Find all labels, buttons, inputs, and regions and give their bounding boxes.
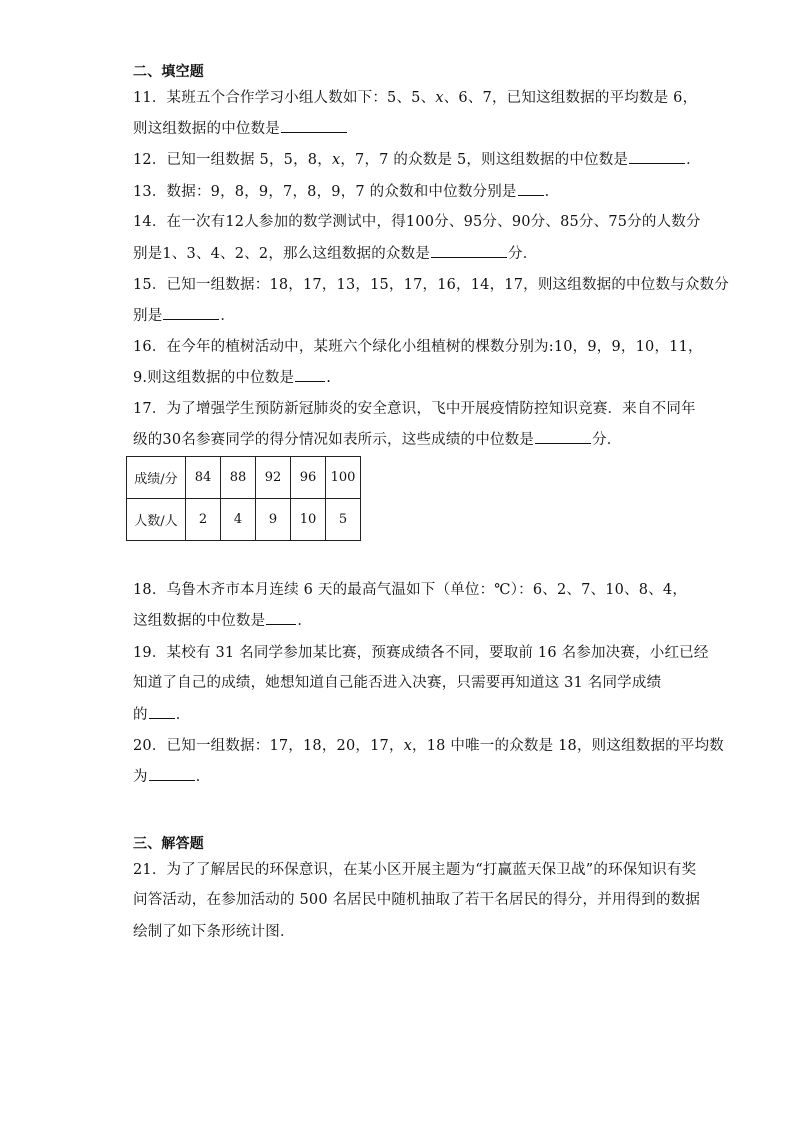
answer-blank[interactable] xyxy=(163,305,219,320)
table-cell: 92 xyxy=(256,457,291,499)
table-cell: 9 xyxy=(256,499,291,541)
question-21-line-3: 绘制了如下条形统计图． xyxy=(133,924,295,940)
question-20-line-2: 为 ． xyxy=(133,766,210,787)
question-19-line-1: 19．某校有 31 名同学参加某比赛，预赛成绩各不同，要取前 16 名参加决赛，小红已经 xyxy=(133,645,709,661)
answer-blank[interactable] xyxy=(629,149,685,164)
answer-blank[interactable] xyxy=(535,429,591,444)
question-14-line-1: 14．在一次有12人参加的数学测试中，得100分、95分、90分、85分、75分的人数分 xyxy=(133,214,701,230)
table-cell: 88 xyxy=(221,457,256,499)
question-19-line-3: 的 ． xyxy=(133,704,190,725)
section-heading-answer: 三、解答题 xyxy=(133,836,204,852)
table-cell: 4 xyxy=(221,499,256,541)
table-cell: 5 xyxy=(326,499,361,541)
question-17-line-2: 级的30名参赛同学的得分情况如表所示，这些成绩的中位数是 分． xyxy=(133,429,621,450)
question-15-line-2: 别是 ． xyxy=(133,305,235,326)
question-19-line-2: 知道了自己的成绩，她想知道自己能否进入决赛，只需要再知道这 31 名同学成绩 xyxy=(133,675,662,691)
answer-blank[interactable] xyxy=(295,367,325,382)
question-11-line-1: 11．某班五个合作学习小组人数如下：5、5、x、6、7，已知这组数据的平均数是 6， xyxy=(133,90,698,106)
question-16-line-1: 16．在今年的植树活动中，某班六个绿化小组植树的棵数分别为:10，9，9，10，11， xyxy=(133,339,703,355)
table-cell: 84 xyxy=(186,457,221,499)
question-16-line-2: 9.则这组数据的中位数是 . xyxy=(133,367,331,388)
question-18-line-2: 这组数据的中位数是 ． xyxy=(133,610,312,631)
answer-blank[interactable] xyxy=(518,181,544,196)
table-cell: 96 xyxy=(291,457,326,499)
table-cell: 10 xyxy=(291,499,326,541)
table-cell: 100 xyxy=(326,457,361,499)
question-18-line-1: 18．乌鲁木齐市本月连续 6 天的最高气温如下（单位：℃）：6、2、7、10、8、4， xyxy=(133,582,688,598)
section-heading-fill-in: 二、填空题 xyxy=(133,64,204,80)
question-21-line-2: 问答活动，在参加活动的 500 名居民中随机抽取了若干名居民的得分，并用得到的数据 xyxy=(133,892,701,908)
question-17-line-1: 17．为了增强学生预防新冠肺炎的安全意识，飞中开展疫情防控知识竞赛．来自不同年 xyxy=(133,401,696,417)
question-13: 13．数据：9，8，9，7，8，9，7 的众数和中位数分别是 ． xyxy=(133,181,559,202)
answer-blank[interactable] xyxy=(149,704,175,719)
answer-blank[interactable] xyxy=(431,243,507,258)
question-21-line-1: 21．为了了解居民的环保意识，在某小区开展主题为“打赢蓝天保卫战”的环保知识有奖 xyxy=(133,862,697,878)
table-cell: 2 xyxy=(186,499,221,541)
question-15-line-1: 15．已知一组数据：18，17，13，15，17，16，14，17，则这组数据的中位数与众数分 xyxy=(133,277,729,293)
table-cell: 成绩/分 xyxy=(127,457,186,499)
question-11-line-2: 则这组数据的中位数是 xyxy=(133,118,348,139)
question-14-line-2: 别是1、3、4、2、2，那么这组数据的众数是 分． xyxy=(133,243,537,264)
table-cell: 人数/人 xyxy=(127,499,186,541)
table-row xyxy=(127,457,361,499)
table-row xyxy=(127,499,361,541)
question-20-line-1: 20．已知一组数据：17，18，20，17，x，18 中唯一的众数是 18，则这组数据的平均数 xyxy=(133,738,724,754)
answer-blank[interactable] xyxy=(266,610,296,625)
score-table xyxy=(126,456,361,541)
question-12: 12．已知一组数据 5，5，8，x，7，7 的众数是 5，则这组数据的中位数是 ． xyxy=(133,149,701,170)
answer-blank[interactable] xyxy=(281,118,347,133)
answer-blank[interactable] xyxy=(149,766,195,781)
